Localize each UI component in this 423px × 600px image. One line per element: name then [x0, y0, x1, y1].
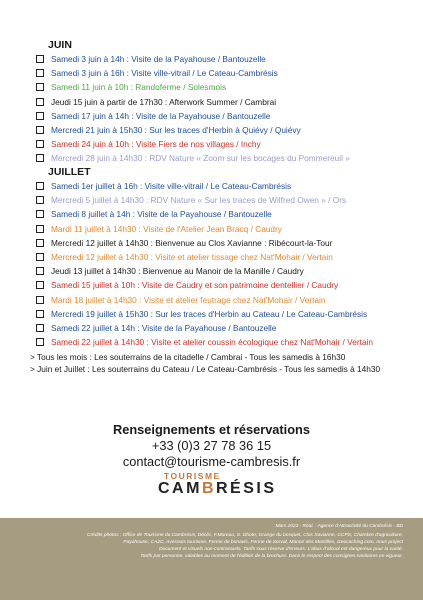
checkbox-icon[interactable]	[36, 69, 44, 77]
checkbox-icon[interactable]	[36, 267, 44, 275]
event-text: Samedi 24 juin à 10h : Visite Fiers de nos villages / Inchy	[51, 139, 261, 150]
july-section	[36, 165, 373, 349]
credit-line: Payahouse, CA2C, Avesnois tourisme, Ferme de bonavis, Ferme de Sorval, Manoir des Mantilles, Geocaching.com, nous project	[123, 540, 403, 545]
checkbox-icon[interactable]	[36, 239, 44, 247]
credit-line: Crédits photos : Office de Tourisme du Cambrésis, Déclic, F.Moreau, S. Dhote, Grange du bosquet, Clos Xavianne, CCPS, Chambre d'agriculture,	[87, 533, 403, 538]
checkbox-icon[interactable]	[36, 182, 44, 190]
checkbox-icon[interactable]	[36, 140, 44, 148]
event-text: Samedi 3 juin à 14h : Visite de la Payahouse / Bantouzelle	[51, 54, 266, 65]
event-text: Mercredi 19 juillet à 15h30 : Sur les traces d'Herbin au Cateau / Le Cateau-Cambrésis	[51, 308, 368, 319]
june-heading: JUIN	[48, 39, 72, 51]
event-row	[36, 193, 373, 207]
checkbox-icon[interactable]	[36, 210, 44, 218]
note-june-july: > Juin et Juillet : Les souterrains du Cateau / Le Cateau-Cambrésis - Tous les samedis à 14h30	[30, 363, 381, 374]
event-text: Samedi 1er juillet à 16h : Visite ville-vitrail / Le Cateau-Cambrésis	[51, 181, 292, 192]
event-text: Mercredi 12 juillet à 14h30 : Visite et atelier tissage chez Nat'Mohair / Vertain	[51, 252, 333, 263]
event-row	[36, 278, 373, 292]
event-row	[36, 307, 373, 321]
recurring-notes	[30, 352, 380, 375]
checkbox-icon[interactable]	[36, 296, 44, 304]
tourisme-cambresis-logo	[158, 471, 277, 497]
checkbox-icon[interactable]	[36, 196, 44, 204]
checkbox-icon[interactable]	[36, 126, 44, 134]
event-row	[36, 250, 373, 264]
contact-heading: Renseignements et réservations	[112, 422, 310, 437]
checkbox-icon[interactable]	[36, 338, 44, 346]
logo-line2: CAMBRÉSIS	[158, 480, 277, 497]
event-text: Samedi 3 juin à 16h : Visite ville-vitrail / Le Cateau-Cambrésis	[51, 68, 278, 79]
event-text: Mercredi 21 juin à 15h30 : Sur les traces d'Herbin à Quiévy / Quiévy	[51, 125, 301, 136]
footer-band	[0, 518, 423, 600]
event-row	[36, 52, 350, 66]
event-row	[36, 335, 373, 349]
july-list	[36, 179, 373, 349]
event-text: Samedi 17 juin à 14h : Visite de la Payahouse / Bantouzelle	[51, 110, 271, 121]
event-row	[36, 207, 373, 221]
checkbox-icon[interactable]	[36, 253, 44, 261]
checkbox-icon[interactable]	[36, 55, 44, 63]
event-text: Samedi 22 juillet à 14h30 : Visite et atelier coussin écologique chez Nat'Mohair / Vertain	[51, 337, 373, 348]
event-text: Mardi 11 juillet à 14h30 : Visite de l'Atelier Jean Bracq / Caudry	[51, 223, 282, 234]
event-row	[36, 293, 373, 307]
event-text: Mercredi 5 juillet à 14h30 : RDV Nature « Sur les traces de Wilfred Owen » / Ors	[51, 195, 347, 206]
event-text: Mercredi 12 juillet à 14h30 : Bienvenue au Clos Xavianne : Ribécourt-la-Tour	[51, 237, 333, 248]
event-row	[36, 222, 373, 236]
july-heading: JUILLET	[48, 166, 91, 178]
checkbox-icon[interactable]	[36, 98, 44, 106]
checkbox-icon[interactable]	[36, 225, 44, 233]
footer-edition: Mars 2023 - Réal. : Agence d'Attractivité du Cambrésis - BD	[275, 524, 403, 529]
event-text: Samedi 15 juillet à 10h : Visite de Caudry et son patrimoine dentellier / Caudry	[51, 280, 339, 291]
logo-line1: TOURISME	[164, 471, 221, 481]
checkbox-icon[interactable]	[36, 112, 44, 120]
checkbox-icon[interactable]	[36, 83, 44, 91]
june-section	[36, 38, 350, 166]
event-row	[36, 179, 373, 193]
event-row	[36, 321, 373, 335]
event-text: Samedi 8 juillet à 14h : Visite de la Payahouse / Bantouzelle	[51, 209, 272, 220]
contact-phone[interactable]: +33 (0)3 27 78 36 15	[151, 438, 272, 453]
event-row	[36, 151, 350, 165]
event-row	[36, 137, 350, 151]
event-row	[36, 123, 350, 137]
credit-line: Document et visuels non-contractuels. Tarifs sous réserve d'erreurs. L'abus d'alcool est dangereux pour la santé.	[158, 547, 403, 552]
checkbox-icon[interactable]	[36, 154, 44, 162]
event-text: Mardi 18 juillet à 14h30 : Visite et atelier feutrage chez Nat'Mohair / Vertain	[51, 294, 326, 305]
note-monthly: > Tous les mois : Les souterrains de la citadelle / Cambrai - Tous les samedis à 16h30	[30, 352, 346, 362]
checkbox-icon[interactable]	[36, 310, 44, 318]
event-row	[36, 80, 350, 94]
credit-line: Tarifs par personne, valables au moment de l'édition de la brochure. Dans le respect des consignes sanitaires en vigueur.	[140, 554, 403, 559]
checkbox-icon[interactable]	[36, 281, 44, 289]
event-text: Samedi 11 juin à 10h : Randoferme / Solesmois	[51, 82, 227, 93]
event-row	[36, 66, 350, 80]
footer-credits	[3, 532, 403, 560]
event-row	[36, 264, 373, 278]
event-row	[36, 109, 350, 123]
event-text: Jeudi 13 juillet à 14h30 : Bienvenue au Manoir de la Manille / Caudry	[51, 266, 304, 277]
contact-email[interactable]: contact@tourisme-cambresis.fr	[122, 454, 301, 469]
event-text: Mercredi 28 juin à 14h30 : RDV Nature « Zoom sur les bocages du Pommereuil »	[51, 153, 350, 164]
checkbox-icon[interactable]	[36, 324, 44, 332]
contact-block	[0, 422, 423, 470]
event-text: Jeudi 15 juin à partir de 17h30 : Afterwork Summer / Cambrai	[51, 96, 277, 107]
event-row	[36, 236, 373, 250]
june-list	[36, 52, 350, 166]
event-row	[36, 95, 350, 109]
event-text: Samedi 22 juillet à 14h : Visite de la Payahouse / Bantouzelle	[51, 322, 277, 333]
